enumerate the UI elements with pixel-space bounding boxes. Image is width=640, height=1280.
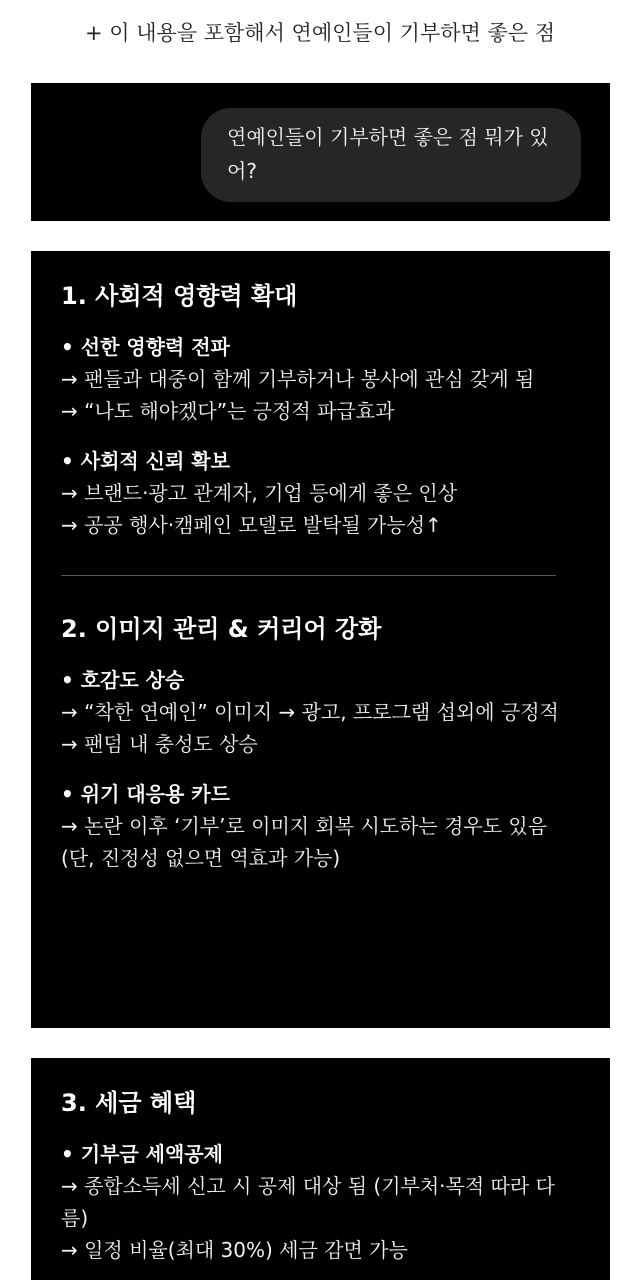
- section-title: 3. 세금 혜택: [61, 1089, 197, 1117]
- section-title: 1. 사회적 영향력 확대: [61, 282, 298, 310]
- group-line: → 브랜드·광고 관계자, 기업 등에게 좋은 인상: [61, 481, 458, 505]
- group-subtitle: • 기부금 세액공제: [61, 1142, 223, 1166]
- group-line: → 논란 이후 ‘기부’로 이미지 회복 시도하는 경우도 있음: [61, 814, 548, 838]
- group-subtitle: • 위기 대응용 카드: [61, 782, 230, 806]
- user-message-bubble: 연예인들이 기부하면 좋은 점 뭐가 있어?: [201, 108, 581, 202]
- group-subtitle: • 사회적 신뢰 확보: [61, 449, 230, 473]
- group-line: → 팬덤 내 충성도 상승: [61, 732, 258, 756]
- answer-panel-2: [31, 1058, 610, 1280]
- caption-text: + 이 내용을 포함해서 연예인들이 기부하면 좋은 점: [84, 21, 556, 45]
- section-title: 2. 이미지 관리 & 커리어 강화: [61, 615, 382, 643]
- group-subtitle: • 호감도 상승: [61, 668, 185, 692]
- group-line: → 공공 행사·캠페인 모델로 발탁될 가능성↑: [61, 513, 442, 537]
- group-line: → “착한 연예인” 이미지 → 광고, 프로그램 섭외에 긍정적: [61, 700, 559, 724]
- answer-content: [61, 279, 580, 874]
- answer-content: [61, 1086, 580, 1266]
- section-divider: [61, 575, 556, 576]
- group-line: → 팬들과 대중이 함께 기부하거나 봉사에 관심 갖게 됨: [61, 367, 535, 391]
- group-line: → 일정 비율(최대 30%) 세금 감면 가능: [61, 1238, 408, 1262]
- chat-question-panel: [31, 83, 610, 221]
- group-line: → 종합소득세 신고 시 공제 대상 됨 (기부처·목적 따라 다름): [61, 1174, 555, 1230]
- group-subtitle: • 선한 영향력 전파: [61, 335, 230, 359]
- group-line: (단, 진정성 없으면 역효과 가능): [61, 846, 341, 870]
- answer-panel-1: [31, 251, 610, 1028]
- group-line: → “나도 해야겠다”는 긍정적 파급효과: [61, 399, 395, 423]
